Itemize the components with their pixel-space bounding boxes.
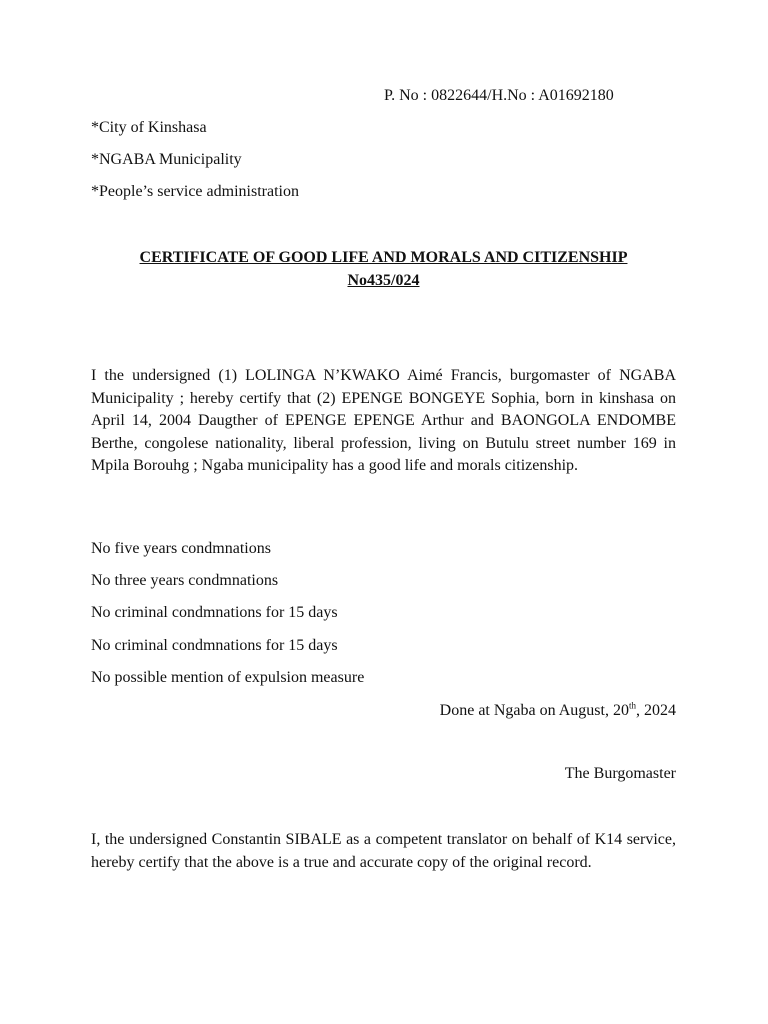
address-line-administration: *People’s service administration <box>91 183 299 200</box>
record-item: No five years condmnations <box>91 540 271 557</box>
record-item: No criminal condmnations for 15 days <box>91 604 338 621</box>
reference-number: P. No : 0822644/H.No : A01692180 <box>384 87 614 104</box>
date-year: , 2024 <box>636 702 676 719</box>
date-ordinal-suffix: th <box>628 700 636 711</box>
translator-certification <box>91 829 676 874</box>
record-item: No three years condmnations <box>91 572 279 589</box>
certificate-title: CERTIFICATE OF GOOD LIFE AND MORALS AND CITIZENSHIP <box>139 249 628 266</box>
date-prefix: Done at Ngaba on August, 20 <box>439 702 629 719</box>
certificate-number: No435/024 <box>347 272 420 289</box>
record-item: No possible mention of expulsion measure <box>91 669 365 686</box>
signatory-title: The Burgomaster <box>564 765 676 782</box>
address-line-city: *City of Kinshasa <box>91 119 207 136</box>
certification-paragraph <box>91 365 676 478</box>
place-and-date <box>440 701 676 721</box>
record-item: No criminal condmnations for 15 days <box>91 637 338 654</box>
certification-text: I the undersigned (1) LOLINGA N’KWAKO Aimé Francis, burgomaster of NGABA Municipality ; hereby certify that (2) EPENGE BONGEYE Sophia, born in kinshasa on April 14, 2004 Daugther of EPENGE EPENGE Arthur and BAONGOLA ENDOMBE Berthe, congolese nationality, liberal profession, living on Butulu street number 169 in Mpila Borouhg ; Ngaba municipality has a good life and morals citizenship. <box>91 367 676 474</box>
address-line-municipality: *NGABA Municipality <box>91 151 242 168</box>
translator-text: I, the undersigned Constantin SIBALE as a competent translator on behalf of K14 service, hereby certify that the above is a true and accurate copy of the original record. <box>91 831 676 871</box>
